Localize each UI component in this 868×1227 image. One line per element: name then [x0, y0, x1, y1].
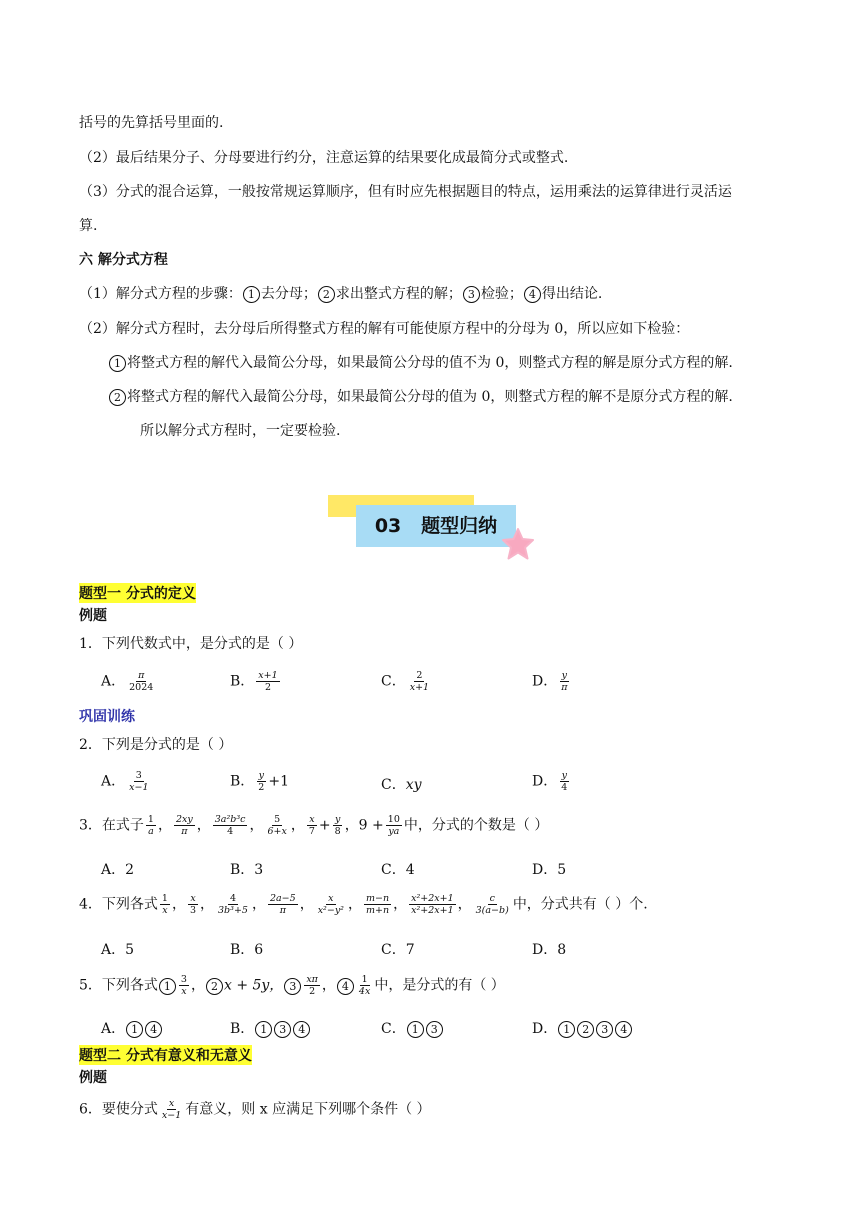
fraction: [408, 670, 431, 693]
expression: xy: [405, 777, 422, 793]
fraction: $\frac{x}{\text{x²−y²}}$: [317, 893, 344, 916]
numerator: x: [168, 1098, 175, 1109]
circled-three-icon: 3: [463, 286, 480, 303]
circled-one-icon: 1: [558, 1021, 575, 1038]
numerator: π: [138, 670, 145, 681]
type2-title: 题型二 分式有意义和无意义: [79, 1045, 252, 1065]
circled-one-icon: 1: [407, 1021, 424, 1038]
numerator: 3: [135, 770, 142, 781]
q3-option-d[interactable]: D．5: [532, 862, 567, 878]
q4-option-c[interactable]: C．7: [381, 942, 415, 958]
q1-option-b[interactable]: [230, 670, 282, 693]
step1-b: 求出整式方程的解；: [335, 286, 462, 302]
fraction: $\frac{1}{4x}$: [358, 974, 371, 997]
q1-option-d[interactable]: [532, 670, 571, 693]
q2-option-b[interactable]: [230, 770, 289, 793]
q4-prefix: 4．下列各式: [79, 896, 158, 913]
q3-stem: 3．在式子 $\frac{1}{a}$ ， $\frac{2xy}{\pi}$ ， $\frac{\text{3a²b³c}}{4}$ ， $\frac{5}{6+x}$ ， $\frac{x}{7}$ + $\frac{y}{8}$ ，9 + $\frac{10}{ya}$ 中，分式的个数是（ ）: [79, 814, 549, 837]
q3-option-a[interactable]: A．2: [101, 862, 135, 878]
fraction: $\frac{\text{x²+2x+1}}{\text{x²+2x+1}}$: [411, 893, 454, 916]
fraction: [559, 670, 569, 693]
numerator: y: [561, 670, 568, 681]
fraction: $\frac{m-n}{m+n}$: [366, 893, 390, 916]
denominator: π: [561, 682, 568, 693]
star-icon: [501, 528, 535, 560]
section-six-step1: [79, 283, 602, 303]
fraction: $\frac{1}{x}$: [161, 893, 168, 916]
option-letter: C．: [381, 777, 406, 793]
circled-one-icon: 1: [109, 355, 126, 372]
option-letter: D．: [532, 773, 558, 790]
option-letter: B．: [230, 673, 255, 690]
intro-item-3b: 算.: [79, 218, 98, 234]
fraction: $\frac{4}{\text{3b³+5}}$: [218, 893, 248, 916]
q3-option-b[interactable]: B．3: [230, 862, 264, 878]
option-letter: C．: [381, 1021, 406, 1037]
option-letter: B．: [230, 773, 255, 790]
circled-four-icon: 4: [524, 286, 541, 303]
fraction: [256, 670, 279, 693]
fraction: $\frac{x}{7}$: [308, 814, 315, 837]
q5-expression-2: x + 5y，: [223, 977, 284, 994]
q6-prefix: 6．要使分式: [79, 1101, 158, 1118]
circled-one-icon: 1: [255, 1021, 272, 1038]
section-six-heading: 六 解分式方程: [79, 252, 168, 268]
q2-option-c[interactable]: [381, 774, 422, 794]
q1-option-a[interactable]: [101, 670, 157, 693]
q5-option-c[interactable]: [381, 1018, 444, 1038]
fraction: [127, 670, 155, 693]
circled-two-icon: 2: [318, 286, 335, 303]
q3-prefix: 3．在式子: [79, 817, 144, 834]
type1-title: 题型一 分式的定义: [79, 583, 196, 603]
circled-three-icon: 3: [596, 1021, 613, 1038]
denominator: 2: [258, 782, 265, 793]
circled-two-icon: 2: [109, 389, 126, 406]
q5-suffix: 中，是分式的有（ ）: [374, 977, 505, 994]
q4-option-b[interactable]: B．6: [230, 942, 264, 958]
intro-line-1: 括号的先算括号里面的.: [79, 115, 224, 131]
q2-stem: 2．下列是分式的是（ ）: [79, 737, 233, 753]
fraction: [559, 770, 569, 793]
type1-example-label: 例题: [79, 608, 107, 624]
denominator: x+1: [409, 682, 430, 693]
addend: +1: [268, 773, 289, 790]
section-six-check1: [108, 352, 733, 372]
circled-one-icon: 1: [126, 1021, 143, 1038]
q6-suffix: 有意义，则 x 应满足下列哪个条件（ ）: [185, 1101, 431, 1118]
fraction: $\frac{x\pi}{2}$: [306, 974, 318, 997]
numerator: x+1: [258, 670, 278, 681]
q5-option-b[interactable]: [230, 1018, 311, 1038]
numerator: 2: [416, 670, 423, 681]
circled-four-icon: 4: [615, 1021, 632, 1038]
option-letter: A．: [101, 1021, 126, 1037]
q3-suffix: 中，分式的个数是（ ）: [403, 817, 549, 834]
q1-option-c[interactable]: [381, 670, 433, 693]
q4-option-a[interactable]: A．5: [101, 942, 135, 958]
circled-three-icon: 3: [426, 1021, 443, 1038]
check1-text: 将整式方程的解代入最简公分母，如果最简公分母的值不为 0，则整式方程的解是原分式方程的解.: [127, 355, 733, 371]
intro-item-3a: （3）分式的混合运算，一般按常规运算顺序，但有时应先根据题目的特点，运用乘法的运算律进行灵活运: [79, 184, 732, 200]
q5-option-d[interactable]: [532, 1018, 633, 1038]
step1-prefix: （1）解分式方程的步骤：: [79, 286, 242, 302]
q2-option-a[interactable]: [101, 770, 153, 793]
q6-stem: [79, 1098, 431, 1121]
q4-option-d[interactable]: D．8: [532, 942, 567, 958]
option-letter: D．: [532, 1021, 558, 1037]
option-letter: A．: [101, 773, 126, 790]
section-six-conclusion: 所以解分式方程时，一定要检验.: [140, 423, 341, 439]
fraction: $\frac{\text{3a²b³c}}{4}$: [214, 814, 246, 837]
q5-option-a[interactable]: [101, 1018, 163, 1038]
option-letter: D．: [532, 673, 558, 690]
option-letter: C．: [381, 673, 406, 690]
q4-suffix: 中，分式共有（ ）个.: [512, 896, 648, 913]
fraction: [127, 770, 150, 793]
circled-one-icon: 1: [159, 978, 176, 995]
step1-c: 检验；: [480, 286, 523, 302]
denominator: x−1: [161, 1110, 182, 1121]
numerator: y: [561, 770, 567, 781]
denominator: 4: [561, 782, 568, 793]
practice-label: 巩固训练: [79, 709, 135, 725]
q1-stem: 1．下列代数式中，是分式的是（ ）: [79, 636, 303, 652]
circled-four-icon: 4: [145, 1021, 162, 1038]
section-banner: [356, 505, 516, 547]
fraction: [256, 770, 266, 793]
section-six-check2: [108, 386, 733, 406]
numerator: y: [258, 770, 264, 781]
fraction: $\frac{y}{8}$: [334, 814, 341, 837]
step1-d: 得出结论.: [541, 286, 603, 302]
check2-text: 将整式方程的解代入最简公分母，如果最简公分母的值为 0，则整式方程的解不是原分式方程的解.: [127, 389, 733, 405]
fraction: $\frac{2xy}{\pi}$: [175, 814, 193, 837]
circled-three-icon: 3: [284, 978, 301, 995]
q4-stem: 4．下列各式 $\frac{1}{x}$ ， $\frac{x}{3}$ ， $\frac{4}{\text{3b³+5}}$ ， $\frac{2a-5}{\pi}$ ， $\frac{x}{\text{x²−y²}}$ ， $\frac{m-n}{m+n}$ ， $\frac{\text{x²+2x+1}}{\text{x²+2x+1}}$ ， $\frac{c}{3(a-b)}$ 中，分式共有（ ）个.: [79, 893, 648, 916]
option-letter: A．: [101, 673, 126, 690]
fraction: $\frac{c}{3(a-b)}$: [475, 893, 509, 916]
type2-example-label: 例题: [79, 1070, 107, 1086]
denominator: 2: [264, 682, 271, 693]
q5-prefix: 5．下列各式: [79, 977, 158, 994]
section-six-step2: （2）解分式方程时，去分母后所得整式方程的解有可能使原方程中的分母为 0，所以应如下检验：: [79, 321, 690, 337]
q5-stem: 5．下列各式 1 $\frac{3}{x}$ ， 2 x + 5y， 3 $\frac{x\pi}{2}$ ， 4 $\frac{1}{4x}$ 中，是分式的有（ ）: [79, 974, 505, 997]
intro-item-2: （2）最后结果分子、分母要进行约分，注意运算的结果要化成最简分式或整式.: [79, 150, 569, 166]
fraction: $\frac{10}{ya}$: [387, 814, 400, 837]
banner-title: 题型归纳: [421, 515, 498, 537]
circled-two-icon: 2: [206, 978, 223, 995]
fraction: $\frac{x}{3}$: [189, 893, 197, 916]
denominator: 2024: [129, 682, 154, 693]
fraction: $\frac{1}{a}$: [147, 814, 154, 837]
circled-four-icon: 4: [293, 1021, 310, 1038]
fraction: $\frac{2a-5}{\pi}$: [269, 893, 296, 916]
circled-three-icon: 3: [274, 1021, 291, 1038]
option-letter: B．: [230, 1021, 255, 1037]
fraction: $\frac{5}{6+x}$: [267, 814, 287, 837]
q3-option-c[interactable]: C．4: [381, 862, 415, 878]
denominator: x−1: [129, 782, 149, 793]
circled-one-icon: 1: [243, 286, 260, 303]
circled-two-icon: 2: [577, 1021, 594, 1038]
q2-option-d[interactable]: [532, 770, 571, 793]
fraction: [160, 1098, 183, 1121]
banner-number: 03: [374, 515, 402, 537]
fraction: $\frac{3}{x}$: [180, 974, 187, 997]
circled-four-icon: 4: [337, 978, 354, 995]
step1-a: 去分母；: [260, 286, 317, 302]
